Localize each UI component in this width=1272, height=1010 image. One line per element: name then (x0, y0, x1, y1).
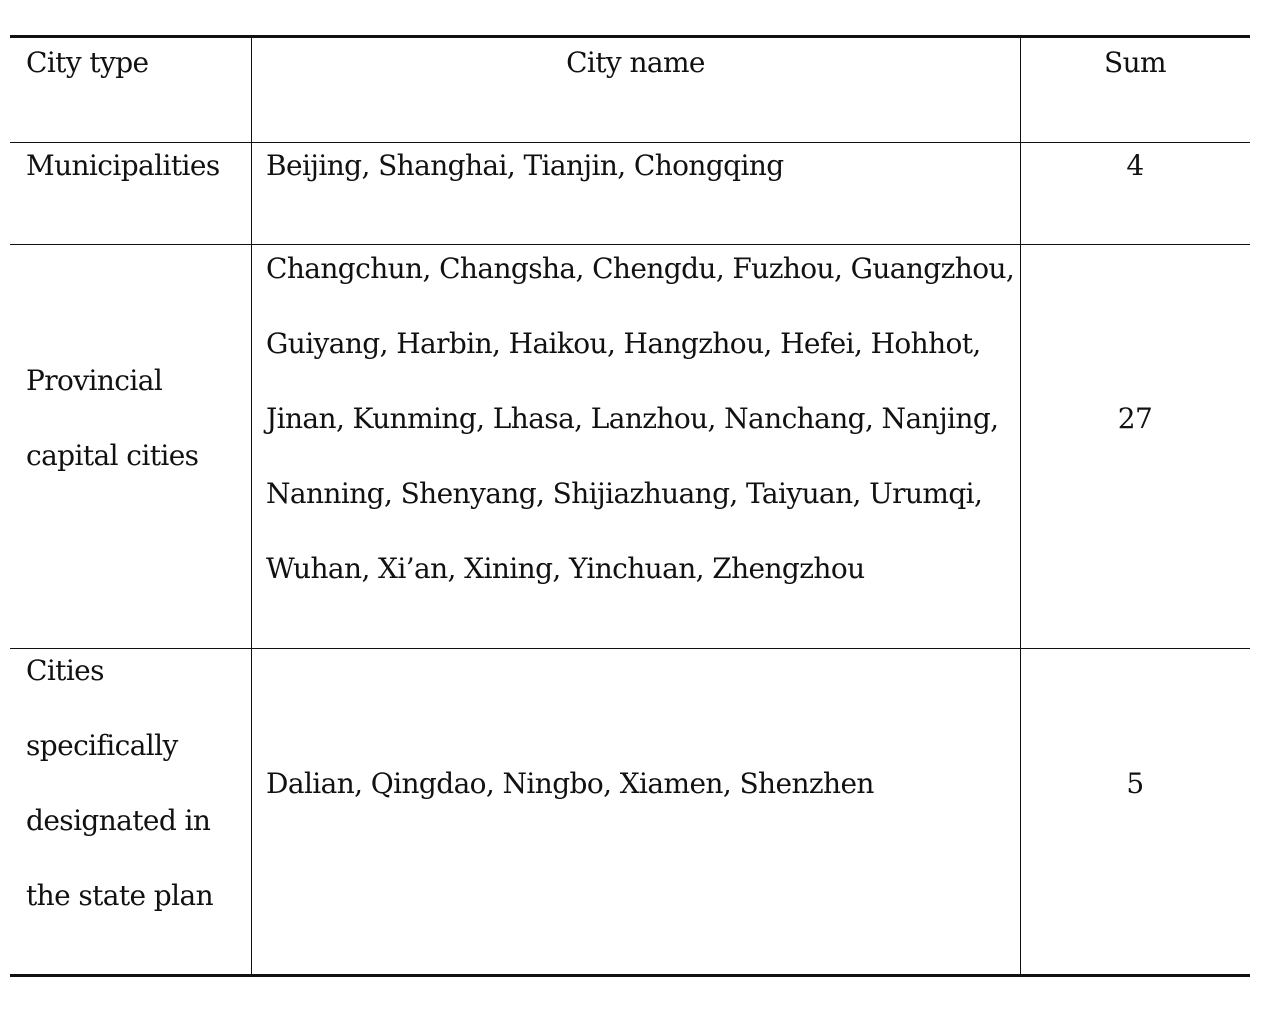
header-city-name: City name (566, 46, 705, 79)
city-type-line: specifically (26, 729, 178, 762)
table-row-1-city-names (266, 128, 784, 203)
city-type-line: capital cities (26, 439, 199, 472)
header-sum: Sum (1104, 46, 1166, 79)
header-city-type: City type (26, 46, 149, 79)
table-row-1-sum: 4 (1126, 149, 1144, 182)
table-row-2-city-names (266, 231, 1014, 606)
city-type-line: Provincial (26, 364, 163, 397)
table-row-1-city-type (26, 128, 220, 203)
table-row-2-city-type (26, 343, 198, 493)
city-name-line: Beijing, Shanghai, Tianjin, Chongqing (266, 149, 784, 182)
city-name-line: Guiyang, Harbin, Haikou, Hangzhou, Hefei, Hohhot, (266, 327, 981, 360)
city-classification-table (10, 35, 1250, 977)
city-type-line: Municipalities (26, 149, 220, 182)
city-name-line: Changchun, Changsha, Chengdu, Fuzhou, Guangzhou, (266, 252, 1015, 285)
city-name-line: Nanning, Shenyang, Shijiazhuang, Taiyuan, Urumqi, (266, 477, 983, 510)
table-row-3-city-names (266, 746, 874, 821)
city-type-line: Cities (26, 654, 104, 687)
city-type-line: the state plan (26, 879, 213, 912)
table-row-2-sum: 27 (1117, 402, 1153, 435)
city-name-line: Dalian, Qingdao, Ningbo, Xiamen, Shenzhen (266, 767, 874, 800)
city-name-line: Wuhan, Xi’an, Xining, Yinchuan, Zhengzhou (266, 552, 865, 585)
city-name-line: Jinan, Kunming, Lhasa, Lanzhou, Nanchang, Nanjing, (266, 402, 999, 435)
city-type-line: designated in (26, 804, 211, 837)
table-row-3-sum: 5 (1126, 767, 1144, 800)
column-divider (251, 38, 252, 974)
table-row-3-city-type (26, 633, 213, 933)
